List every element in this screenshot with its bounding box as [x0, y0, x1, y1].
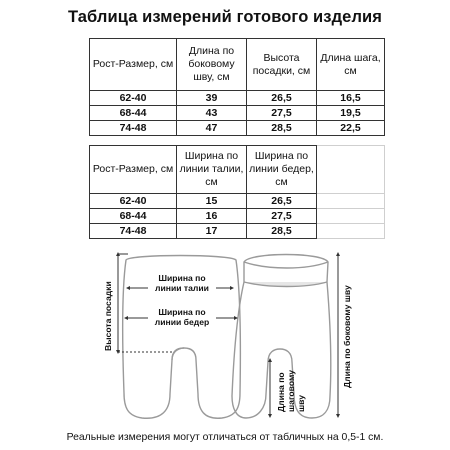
table-cell: 27,5 [247, 106, 317, 121]
table-cell: 62-40 [90, 194, 177, 209]
table-cell: 28,5 [247, 224, 317, 239]
table-cell: 28,5 [247, 121, 317, 136]
header-size: Рост-Размер, см [90, 39, 177, 91]
table-cell: 16,5 [317, 91, 385, 106]
table-cell: 74-48 [90, 224, 177, 239]
table-row [90, 121, 385, 136]
table-row [90, 209, 385, 224]
table-cell [317, 209, 385, 224]
table-cell: 68-44 [90, 209, 177, 224]
table-cell: 17 [177, 224, 247, 239]
footer-note: Реальные измерения могут отличаться от табличных на 0,5-1 см. [66, 432, 384, 443]
table-row [90, 224, 385, 239]
garment-measurement-diagram [0, 248, 450, 428]
measurements-table-length [89, 38, 385, 136]
rise-height-label: Высота посадки [103, 281, 113, 351]
table-cell [317, 194, 385, 209]
table-cell: 16 [177, 209, 247, 224]
header-waist-width: Ширина по линии талии, см [177, 146, 247, 194]
waist-width-label: Ширина по линии талии [148, 273, 216, 293]
page-title: Таблица измерений готового изделия [68, 8, 382, 26]
header-inseam-length: Длина шага, см [317, 39, 385, 91]
table-cell: 26,5 [247, 91, 317, 106]
table-cell: 15 [177, 194, 247, 209]
measurements-table-width [89, 145, 385, 239]
inseam-length-label: Длина по шаговому шву [276, 370, 306, 412]
table-cell: 39 [177, 91, 247, 106]
table-cell: 22,5 [317, 121, 385, 136]
header-empty [317, 146, 385, 194]
table-cell [317, 224, 385, 239]
side-seam-length-label: Длина по боковому шву [342, 285, 352, 388]
table-cell: 27,5 [247, 209, 317, 224]
table-row [90, 194, 385, 209]
table-cell: 47 [177, 121, 247, 136]
table-row [90, 106, 385, 121]
header-size: Рост-Размер, см [90, 146, 177, 194]
pants-illustration [0, 248, 450, 428]
header-side-seam-length: Длина по боковому шву, см [177, 39, 247, 91]
table-cell: 26,5 [247, 194, 317, 209]
header-rise-height: Высота посадки, см [247, 39, 317, 91]
table-cell: 68-44 [90, 106, 177, 121]
table-cell: 19,5 [317, 106, 385, 121]
header-hip-width: Ширина по линии бедер, см [247, 146, 317, 194]
table-cell: 43 [177, 106, 247, 121]
table-cell: 62-40 [90, 91, 177, 106]
hip-width-label: Ширина по линии бедер [148, 307, 216, 327]
table-cell: 74-48 [90, 121, 177, 136]
table-row [90, 91, 385, 106]
